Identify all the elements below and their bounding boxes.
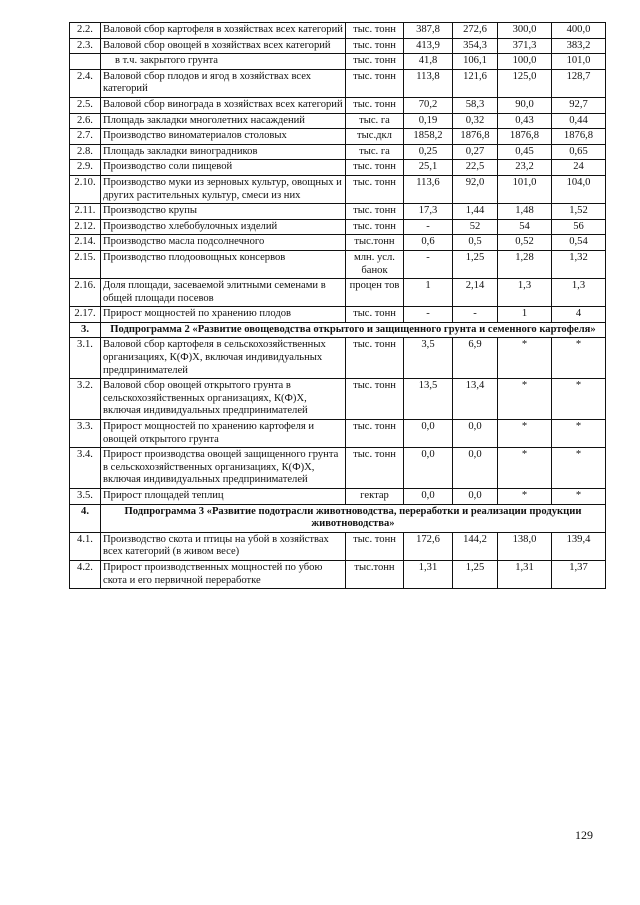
unit-cell: тыс. тонн bbox=[346, 175, 404, 203]
table-row bbox=[70, 379, 606, 420]
value-cell: * bbox=[498, 420, 552, 448]
indicator-name: Валовой сбор картофеля в сельскохозяйственных организациях, К(Ф)Х, включая индивидуальных предпринимателей bbox=[101, 338, 346, 379]
indicator-name: Производство плодоовощных консервов bbox=[101, 250, 346, 278]
value-cell: 383,2 bbox=[552, 38, 606, 54]
unit-cell: тыс. тонн bbox=[346, 379, 404, 420]
value-cell: 139,4 bbox=[552, 532, 606, 560]
value-cell: 52 bbox=[453, 219, 498, 235]
row-number: 4.2. bbox=[70, 560, 101, 588]
value-cell: - bbox=[404, 219, 453, 235]
value-cell: 92,0 bbox=[453, 175, 498, 203]
indicator-name: Производство виноматериалов столовых bbox=[101, 129, 346, 145]
indicator-name: Валовой сбор овощей открытого грунта в сельскохозяйственных организациях, К(Ф)Х, включая индивидуальных предпринимателей bbox=[101, 379, 346, 420]
value-cell: 1876,8 bbox=[552, 129, 606, 145]
indicator-name: Валовой сбор винограда в хозяйствах всех категорий bbox=[101, 97, 346, 113]
row-number: 2.11. bbox=[70, 204, 101, 220]
value-cell: 300,0 bbox=[498, 23, 552, 39]
unit-cell: тыс. тонн bbox=[346, 420, 404, 448]
value-cell: * bbox=[552, 338, 606, 379]
table-row bbox=[70, 489, 606, 505]
table-row bbox=[70, 144, 606, 160]
indicator-name: Прирост производства овощей защищенного грунта в сельскохозяйственных организациях, К(Ф)Х, включая индивидуальных предпринимателей bbox=[101, 448, 346, 489]
indicator-name: Прирост мощностей по хранению плодов bbox=[101, 307, 346, 323]
table-row bbox=[70, 204, 606, 220]
value-cell: 0,0 bbox=[453, 489, 498, 505]
indicators-table bbox=[69, 22, 606, 589]
value-cell: 2,14 bbox=[453, 279, 498, 307]
indicator-name: Валовой сбор плодов и ягод в хозяйствах всех категорий bbox=[101, 69, 346, 97]
indicator-name: Прирост площадей теплиц bbox=[101, 489, 346, 505]
value-cell: 413,9 bbox=[404, 38, 453, 54]
value-cell: * bbox=[552, 420, 606, 448]
subprogram-title: Подпрограмма 3 «Развитие подотрасли животноводства, переработки и реализации продукции животноводства» bbox=[101, 504, 606, 532]
unit-cell: тыс. тонн bbox=[346, 23, 404, 39]
value-cell: 387,8 bbox=[404, 23, 453, 39]
page-number: 129 bbox=[575, 828, 593, 842]
unit-cell: млн. усл. банок bbox=[346, 250, 404, 278]
table-row bbox=[70, 38, 606, 54]
table-row bbox=[70, 279, 606, 307]
unit-cell: тыс. тонн bbox=[346, 532, 404, 560]
indicator-name: Производство масла подсолнечного bbox=[101, 235, 346, 251]
value-cell: 144,2 bbox=[453, 532, 498, 560]
indicator-name: Площадь закладки многолетних насаждений bbox=[101, 113, 346, 129]
value-cell: 138,0 bbox=[498, 532, 552, 560]
value-cell: 54 bbox=[498, 219, 552, 235]
indicator-name: Площадь закладки виноградников bbox=[101, 144, 346, 160]
value-cell: 0,0 bbox=[404, 420, 453, 448]
value-cell: 0,43 bbox=[498, 113, 552, 129]
indicator-name: в т.ч. закрытого грунта bbox=[101, 54, 346, 70]
value-cell: 92,7 bbox=[552, 97, 606, 113]
unit-cell: процен тов bbox=[346, 279, 404, 307]
indicator-name: Производство скота и птицы на убой в хозяйствах всех категорий (в живом весе) bbox=[101, 532, 346, 560]
table-row bbox=[70, 113, 606, 129]
value-cell: 172,6 bbox=[404, 532, 453, 560]
unit-cell: тыс. тонн bbox=[346, 160, 404, 176]
value-cell: 371,3 bbox=[498, 38, 552, 54]
row-number: 2.5. bbox=[70, 97, 101, 113]
value-cell: 0,65 bbox=[552, 144, 606, 160]
unit-cell: тыс.тонн bbox=[346, 235, 404, 251]
value-cell: 1,31 bbox=[404, 560, 453, 588]
value-cell: 1,28 bbox=[498, 250, 552, 278]
value-cell: 3,5 bbox=[404, 338, 453, 379]
value-cell: 1,25 bbox=[453, 250, 498, 278]
value-cell: 4 bbox=[552, 307, 606, 323]
value-cell: 0,0 bbox=[404, 489, 453, 505]
value-cell: 0,0 bbox=[453, 448, 498, 489]
value-cell: 128,7 bbox=[552, 69, 606, 97]
table-row bbox=[70, 69, 606, 97]
value-cell: 0,54 bbox=[552, 235, 606, 251]
unit-cell: тыс. тонн bbox=[346, 219, 404, 235]
value-cell: 23,2 bbox=[498, 160, 552, 176]
row-number: 2.17. bbox=[70, 307, 101, 323]
value-cell: 1,44 bbox=[453, 204, 498, 220]
unit-cell: тыс. тонн bbox=[346, 69, 404, 97]
indicator-name: Валовой сбор картофеля в хозяйствах всех категорий bbox=[101, 23, 346, 39]
value-cell: 1,37 bbox=[552, 560, 606, 588]
value-cell: 13,5 bbox=[404, 379, 453, 420]
value-cell: 0,52 bbox=[498, 235, 552, 251]
value-cell: 121,6 bbox=[453, 69, 498, 97]
value-cell: 0,27 bbox=[453, 144, 498, 160]
value-cell: * bbox=[552, 448, 606, 489]
subprogram-row bbox=[70, 504, 606, 532]
unit-cell: тыс.дкл bbox=[346, 129, 404, 145]
row-number: 2.6. bbox=[70, 113, 101, 129]
value-cell: 100,0 bbox=[498, 54, 552, 70]
value-cell: 1,3 bbox=[498, 279, 552, 307]
table-row bbox=[70, 250, 606, 278]
table-row bbox=[70, 54, 606, 70]
row-number: 4.1. bbox=[70, 532, 101, 560]
value-cell: 1,48 bbox=[498, 204, 552, 220]
value-cell: 354,3 bbox=[453, 38, 498, 54]
unit-cell: тыс. тонн bbox=[346, 448, 404, 489]
value-cell: 125,0 bbox=[498, 69, 552, 97]
value-cell: 1858,2 bbox=[404, 129, 453, 145]
value-cell: * bbox=[498, 379, 552, 420]
value-cell: 56 bbox=[552, 219, 606, 235]
value-cell: * bbox=[552, 379, 606, 420]
value-cell: 1,32 bbox=[552, 250, 606, 278]
indicator-name: Доля площади, засеваемой элитными семенами в общей площади посевов bbox=[101, 279, 346, 307]
value-cell: 400,0 bbox=[552, 23, 606, 39]
row-number: 2.7. bbox=[70, 129, 101, 145]
value-cell: - bbox=[453, 307, 498, 323]
row-number: 2.3. bbox=[70, 38, 101, 54]
table-row bbox=[70, 160, 606, 176]
table-row bbox=[70, 338, 606, 379]
value-cell: 113,8 bbox=[404, 69, 453, 97]
table-row bbox=[70, 560, 606, 588]
value-cell: 101,0 bbox=[498, 175, 552, 203]
table-row bbox=[70, 448, 606, 489]
unit-cell: тыс. тонн bbox=[346, 338, 404, 379]
row-number: 2.4. bbox=[70, 69, 101, 97]
row-number: 3.3. bbox=[70, 420, 101, 448]
row-number: 3.5. bbox=[70, 489, 101, 505]
value-cell: 13,4 bbox=[453, 379, 498, 420]
value-cell: 1,3 bbox=[552, 279, 606, 307]
unit-cell: тыс. тонн bbox=[346, 204, 404, 220]
value-cell: 22,5 bbox=[453, 160, 498, 176]
value-cell: 90,0 bbox=[498, 97, 552, 113]
value-cell: - bbox=[404, 250, 453, 278]
table-row bbox=[70, 97, 606, 113]
table-row bbox=[70, 420, 606, 448]
row-number: 2.14. bbox=[70, 235, 101, 251]
value-cell: 1,52 bbox=[552, 204, 606, 220]
value-cell: * bbox=[498, 448, 552, 489]
value-cell: * bbox=[498, 338, 552, 379]
unit-cell: тыс. тонн bbox=[346, 54, 404, 70]
value-cell: 41,8 bbox=[404, 54, 453, 70]
table-row bbox=[70, 307, 606, 323]
value-cell: 1 bbox=[404, 279, 453, 307]
row-number: 3.1. bbox=[70, 338, 101, 379]
table-row bbox=[70, 23, 606, 39]
subprogram-number: 4. bbox=[70, 504, 101, 532]
value-cell: 1876,8 bbox=[453, 129, 498, 145]
value-cell: * bbox=[552, 489, 606, 505]
row-number: 2.8. bbox=[70, 144, 101, 160]
value-cell: 70,2 bbox=[404, 97, 453, 113]
value-cell: 106,1 bbox=[453, 54, 498, 70]
table-row bbox=[70, 175, 606, 203]
value-cell: * bbox=[498, 489, 552, 505]
value-cell: 104,0 bbox=[552, 175, 606, 203]
value-cell: 113,6 bbox=[404, 175, 453, 203]
unit-cell: гектар bbox=[346, 489, 404, 505]
value-cell: 0,32 bbox=[453, 113, 498, 129]
indicator-name: Производство муки из зерновых культур, овощных и других растительных культур, смеси из них bbox=[101, 175, 346, 203]
indicator-name: Валовой сбор овощей в хозяйствах всех категорий bbox=[101, 38, 346, 54]
table-row bbox=[70, 219, 606, 235]
value-cell: 0,6 bbox=[404, 235, 453, 251]
value-cell: 272,6 bbox=[453, 23, 498, 39]
indicator-name: Производство крупы bbox=[101, 204, 346, 220]
value-cell: 0,19 bbox=[404, 113, 453, 129]
value-cell: 0,25 bbox=[404, 144, 453, 160]
row-number: 3.4. bbox=[70, 448, 101, 489]
value-cell: 1 bbox=[498, 307, 552, 323]
row-number: 2.10. bbox=[70, 175, 101, 203]
table-row bbox=[70, 235, 606, 251]
indicator-name: Производство хлебобулочных изделий bbox=[101, 219, 346, 235]
value-cell: 101,0 bbox=[552, 54, 606, 70]
value-cell: 1876,8 bbox=[498, 129, 552, 145]
row-number: 2.15. bbox=[70, 250, 101, 278]
value-cell: 0,0 bbox=[453, 420, 498, 448]
value-cell: 0,0 bbox=[404, 448, 453, 489]
value-cell: 6,9 bbox=[453, 338, 498, 379]
unit-cell: тыс. га bbox=[346, 113, 404, 129]
unit-cell: тыс. га bbox=[346, 144, 404, 160]
indicator-name: Прирост производственных мощностей по убою скота и его первичной переработке bbox=[101, 560, 346, 588]
indicator-name: Производство соли пищевой bbox=[101, 160, 346, 176]
value-cell: 1,25 bbox=[453, 560, 498, 588]
row-number: 2.16. bbox=[70, 279, 101, 307]
value-cell: 1,31 bbox=[498, 560, 552, 588]
row-number: 2.12. bbox=[70, 219, 101, 235]
row-number: 3.2. bbox=[70, 379, 101, 420]
unit-cell: тыс. тонн bbox=[346, 97, 404, 113]
table-row bbox=[70, 129, 606, 145]
row-number bbox=[70, 54, 101, 70]
value-cell: 58,3 bbox=[453, 97, 498, 113]
unit-cell: тыс. тонн bbox=[346, 307, 404, 323]
unit-cell: тыс.тонн bbox=[346, 560, 404, 588]
value-cell: 17,3 bbox=[404, 204, 453, 220]
row-number: 2.2. bbox=[70, 23, 101, 39]
unit-cell: тыс. тонн bbox=[346, 38, 404, 54]
subprogram-title: Подпрограмма 2 «Развитие овощеводства открытого и защищенного грунта и семенного картофеля» bbox=[101, 322, 606, 338]
value-cell: 0,45 bbox=[498, 144, 552, 160]
table-row bbox=[70, 532, 606, 560]
value-cell: 25,1 bbox=[404, 160, 453, 176]
value-cell: 0,44 bbox=[552, 113, 606, 129]
subprogram-number: 3. bbox=[70, 322, 101, 338]
row-number: 2.9. bbox=[70, 160, 101, 176]
subprogram-row bbox=[70, 322, 606, 338]
value-cell: - bbox=[404, 307, 453, 323]
indicator-name: Прирост мощностей по хранению картофеля и овощей открытого грунта bbox=[101, 420, 346, 448]
value-cell: 0,5 bbox=[453, 235, 498, 251]
value-cell: 24 bbox=[552, 160, 606, 176]
